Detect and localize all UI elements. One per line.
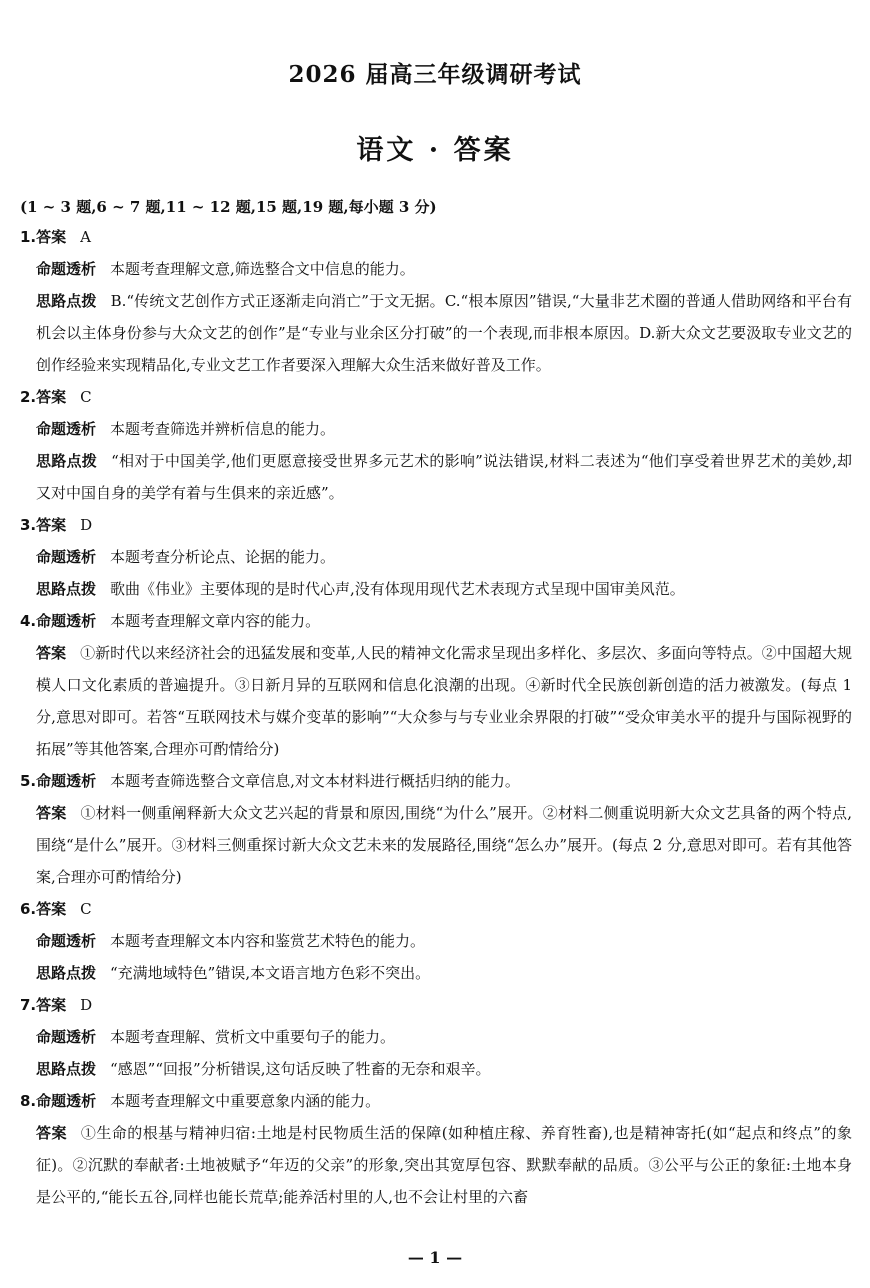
question-number: 7.: [20, 996, 37, 1014]
row-label: 答案: [36, 1124, 67, 1142]
question-head-label: 答案: [36, 996, 67, 1014]
row-text: B.“传统文艺创作方式正逐渐走向消亡”于文无据。C.“根本原因”错误,“大量非艺术圈的普通人借助网络和平台有机会以主体身份参与大众文艺的创作”是“专业与业余区分打破”的一个表现,而非根本原因。D.新大众文艺要汲取专业文艺的创作经验来实现精品化,专业文艺工作者要深入理解大众生活来做好普及工作。: [36, 292, 852, 374]
row-text: 本题考查理解、赏析文中重要句子的能力。: [110, 1028, 396, 1046]
row-label: 命题透析: [36, 932, 97, 950]
row-text: 本题考查筛选并辨析信息的能力。: [110, 420, 336, 438]
row-text: ①生命的根基与精神归宿:土地是村民物质生活的保障(如种植庄稼、养育牲畜),也是精神寄托(如“起点和终点”的象征)。②沉默的奉献者:土地被赋予“年迈的父亲”的形象,突出其宽厚包容、默默奉献的品质。③公平与公正的象征:土地本身是公平的,“能长五谷,同样也能长荒草;能养活村里的人,也不会让村里的六畜: [36, 1124, 852, 1206]
row-text: “充满地域特色”错误,本文语言地方色彩不突出。: [110, 964, 431, 982]
question-4: [20, 605, 852, 765]
question-number: 5.: [20, 772, 37, 790]
question-row: [20, 253, 852, 285]
question-row: [20, 925, 852, 957]
question-head: [20, 605, 852, 637]
row-label: 答案: [36, 804, 67, 822]
question-row: [20, 637, 852, 765]
question-8: [20, 1085, 852, 1213]
question-head: [20, 221, 852, 253]
row-label: 命题透析: [36, 548, 97, 566]
question-row: [20, 413, 852, 445]
subject-answer-title: 语文 · 答案: [356, 135, 514, 166]
row-label: 思路点拨: [36, 1060, 97, 1078]
row-label: 思路点拨: [36, 292, 97, 310]
row-label: 命题透析: [36, 1028, 97, 1046]
question-2: [20, 381, 852, 509]
question-row: [20, 445, 852, 509]
question-head-label: 命题透析: [36, 1092, 97, 1110]
question-head-label: 答案: [36, 900, 67, 918]
row-text: ①材料一侧重阐释新大众文艺兴起的背景和原因,围绕“为什么”展开。②材料二侧重说明新大众文艺具备的两个特点,围绕“是什么”展开。③材料三侧重探讨新大众文艺未来的发展路径,围绕“怎么办”展开。(每点 2 分,意思对即可。若有其他答案,合理亦可酌情给分): [36, 804, 852, 886]
question-row: [20, 797, 852, 893]
question-head-value: 本题考查筛选整合文章信息,对文本材料进行概括归纳的能力。: [110, 772, 520, 790]
question-head-label: 答案: [36, 516, 67, 534]
question-row: [20, 1117, 852, 1213]
question-6: [20, 893, 852, 989]
question-number: 6.: [20, 900, 37, 918]
question-head-label: 答案: [36, 228, 67, 246]
row-label: 思路点拨: [36, 580, 97, 598]
question-head: [20, 1085, 852, 1117]
question-3: [20, 509, 852, 605]
question-number: 1.: [20, 228, 37, 246]
question-row: [20, 1021, 852, 1053]
question-head: [20, 893, 852, 925]
question-7: [20, 989, 852, 1085]
scoring-note: (1 ~ 3 题,6 ~ 7 题,11 ~ 12 题,15 题,19 题,每小题 3 分): [20, 198, 437, 216]
question-head-label: 答案: [36, 388, 67, 406]
exam-title: 2026 届高三年级调研考试: [288, 61, 582, 88]
question-number: 3.: [20, 516, 37, 534]
question-head-label: 命题透析: [36, 772, 97, 790]
row-label: 答案: [36, 644, 67, 662]
row-text: “相对于中国美学,他们更愿意接受世界多元艺术的影响”说法错误,材料二表述为“他们享受着世界艺术的美妙,却又对中国自身的美学有着与生俱来的亲近感”。: [36, 452, 852, 502]
row-text: 歌曲《伟业》主要体现的是时代心声,没有体现用现代艺术表现方式呈现中国审美风范。: [110, 580, 685, 598]
question-row: [20, 1053, 852, 1085]
question-row: [20, 957, 852, 989]
row-text: 本题考查理解文意,筛选整合文中信息的能力。: [110, 260, 415, 278]
question-row: [20, 573, 852, 605]
row-label: 思路点拨: [36, 964, 97, 982]
question-1: [20, 221, 852, 381]
question-head-value: C: [80, 388, 92, 406]
row-text: 本题考查分析论点、论据的能力。: [110, 548, 336, 566]
question-head-label: 命题透析: [36, 612, 97, 630]
question-head-value: 本题考查理解文中重要意象内涵的能力。: [110, 1092, 381, 1110]
row-label: 命题透析: [36, 420, 97, 438]
answer-list: [20, 221, 852, 1213]
row-text: 本题考查理解文本内容和鉴赏艺术特色的能力。: [110, 932, 426, 950]
question-5: [20, 765, 852, 893]
question-number: 4.: [20, 612, 37, 630]
question-head: [20, 989, 852, 1021]
question-head-value: C: [80, 900, 92, 918]
question-head: [20, 381, 852, 413]
question-head-value: 本题考查理解文章内容的能力。: [110, 612, 321, 630]
row-text: “感恩”“回报”分析错误,这句话反映了牲畜的无奈和艰辛。: [110, 1060, 491, 1078]
row-text: ①新时代以来经济社会的迅猛发展和变革,人民的精神文化需求呈现出多样化、多层次、多面向等特点。②中国超大规模人口文化素质的普遍提升。③日新月异的互联网和信息化浪潮的出现。④新时代全民族创新创造的活力被激发。(每点 1 分,意思对即可。若答“互联网技术与媒介变革的影响”“大众参与与专业业余界限的打破”“受众审美水平的提升与国际视野的拓展”等其他答案,合理亦可酌情给分): [36, 644, 852, 758]
question-row: [20, 285, 852, 381]
page-number: — 1 —: [407, 1248, 463, 1267]
question-head: [20, 509, 852, 541]
row-label: 命题透析: [36, 260, 97, 278]
question-head: [20, 765, 852, 797]
question-head-value: A: [80, 228, 91, 246]
question-number: 8.: [20, 1092, 37, 1110]
row-label: 思路点拨: [36, 452, 98, 470]
question-head-value: D: [80, 516, 93, 534]
question-number: 2.: [20, 388, 37, 406]
question-head-value: D: [80, 996, 93, 1014]
question-row: [20, 541, 852, 573]
